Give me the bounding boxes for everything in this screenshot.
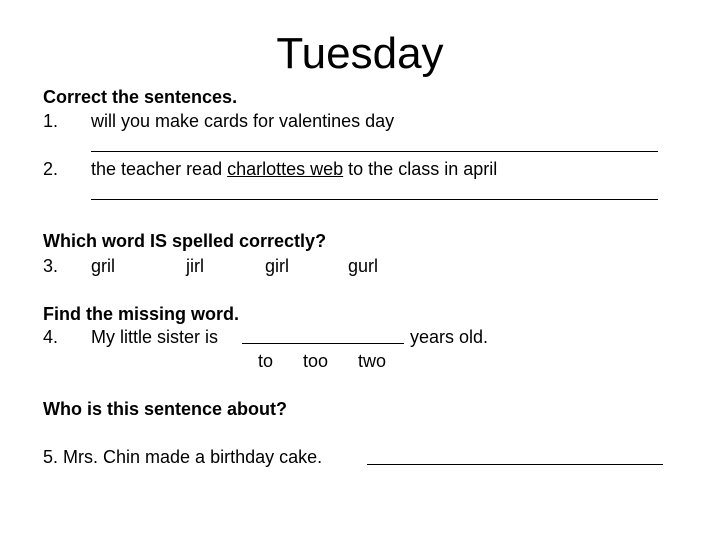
question-number-4: 4. bbox=[43, 327, 59, 347]
missing-word-option[interactable]: too bbox=[303, 351, 329, 371]
question-2-text-after: to the class in april bbox=[343, 159, 498, 179]
spelling-option[interactable]: gurl bbox=[348, 256, 379, 276]
question-2-sentence bbox=[91, 158, 497, 180]
answer-line-1[interactable] bbox=[91, 151, 658, 152]
question-2-text-before: the teacher read bbox=[91, 159, 228, 179]
section-heading-correct: Correct the sentences. bbox=[43, 87, 238, 107]
question-4-text-after: years old. bbox=[410, 327, 489, 347]
page-title: Tuesday bbox=[276, 29, 444, 78]
spelling-option[interactable]: gril bbox=[91, 256, 116, 276]
section-heading-spelling: Which word IS spelled correctly? bbox=[43, 231, 327, 251]
answer-line-4[interactable] bbox=[242, 343, 404, 344]
section-heading-subject: Who is this sentence about? bbox=[43, 399, 288, 419]
question-number-1: 1. bbox=[43, 111, 59, 131]
question-2-book-title: charlottes web bbox=[227, 159, 344, 179]
section-heading-missing-word: Find the missing word. bbox=[43, 304, 240, 324]
missing-word-option[interactable]: to bbox=[258, 351, 274, 371]
spelling-option[interactable]: girl bbox=[265, 256, 290, 276]
question-number-2: 2. bbox=[43, 159, 59, 179]
missing-word-option[interactable]: two bbox=[358, 351, 387, 371]
spelling-option[interactable]: jirl bbox=[186, 256, 204, 276]
answer-line-5[interactable] bbox=[367, 464, 663, 465]
question-number-3: 3. bbox=[43, 256, 59, 276]
question-5-sentence: 5. Mrs. Chin made a birthday cake. bbox=[43, 447, 323, 467]
question-4-text-before: My little sister is bbox=[91, 327, 219, 347]
question-1-sentence: will you make cards for valentines day bbox=[91, 111, 395, 131]
answer-line-2[interactable] bbox=[91, 199, 658, 200]
